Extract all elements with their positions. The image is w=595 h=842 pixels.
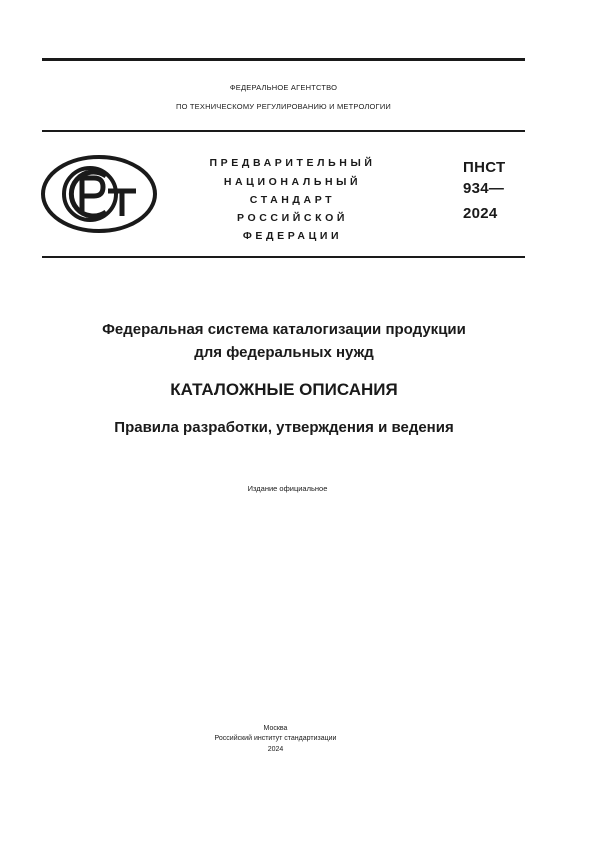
standard-type-line3: СТАНДАРТ	[249, 194, 336, 206]
standard-type-line1: ПРЕДВАРИТЕЛЬНЫЙ	[209, 157, 376, 169]
agency-name-line2: ПО ТЕХНИЧЕСКОМУ РЕГУЛИРОВАНИЮ И МЕТРОЛОГИИ	[175, 102, 391, 111]
top-rule	[42, 58, 525, 61]
rst-emblem-icon	[40, 154, 158, 234]
title-line2: для федеральных нужд	[194, 344, 374, 361]
publisher-year: 2024	[267, 746, 284, 753]
standard-type-line2: НАЦИОНАЛЬНЫЙ	[223, 176, 362, 188]
standard-code-number: 934—	[463, 180, 505, 197]
edition-label: Издание официальное	[247, 484, 328, 493]
standard-code-year: 2024	[463, 205, 498, 222]
publisher-city: Москва	[263, 725, 288, 732]
standard-code-prefix: ПНСТ	[463, 159, 506, 176]
standard-type-line4: РОССИЙСКОЙ	[237, 212, 348, 224]
middle-rule	[42, 130, 525, 132]
agency-name-line1: ФЕДЕРАЛЬНОЕ АГЕНТСТВО	[229, 83, 338, 92]
main-title: КАТАЛОЖНЫЕ ОПИСАНИЯ	[170, 380, 398, 399]
standard-type-line5: ФЕДЕРАЦИИ	[242, 230, 343, 242]
title-line1: Федеральная система каталогизации продукции	[102, 321, 466, 338]
publisher-name: Российский институт стандартизации	[214, 735, 337, 742]
subtitle: Правила разработки, утверждения и ведения	[114, 419, 454, 436]
bottom-rule	[42, 256, 525, 258]
